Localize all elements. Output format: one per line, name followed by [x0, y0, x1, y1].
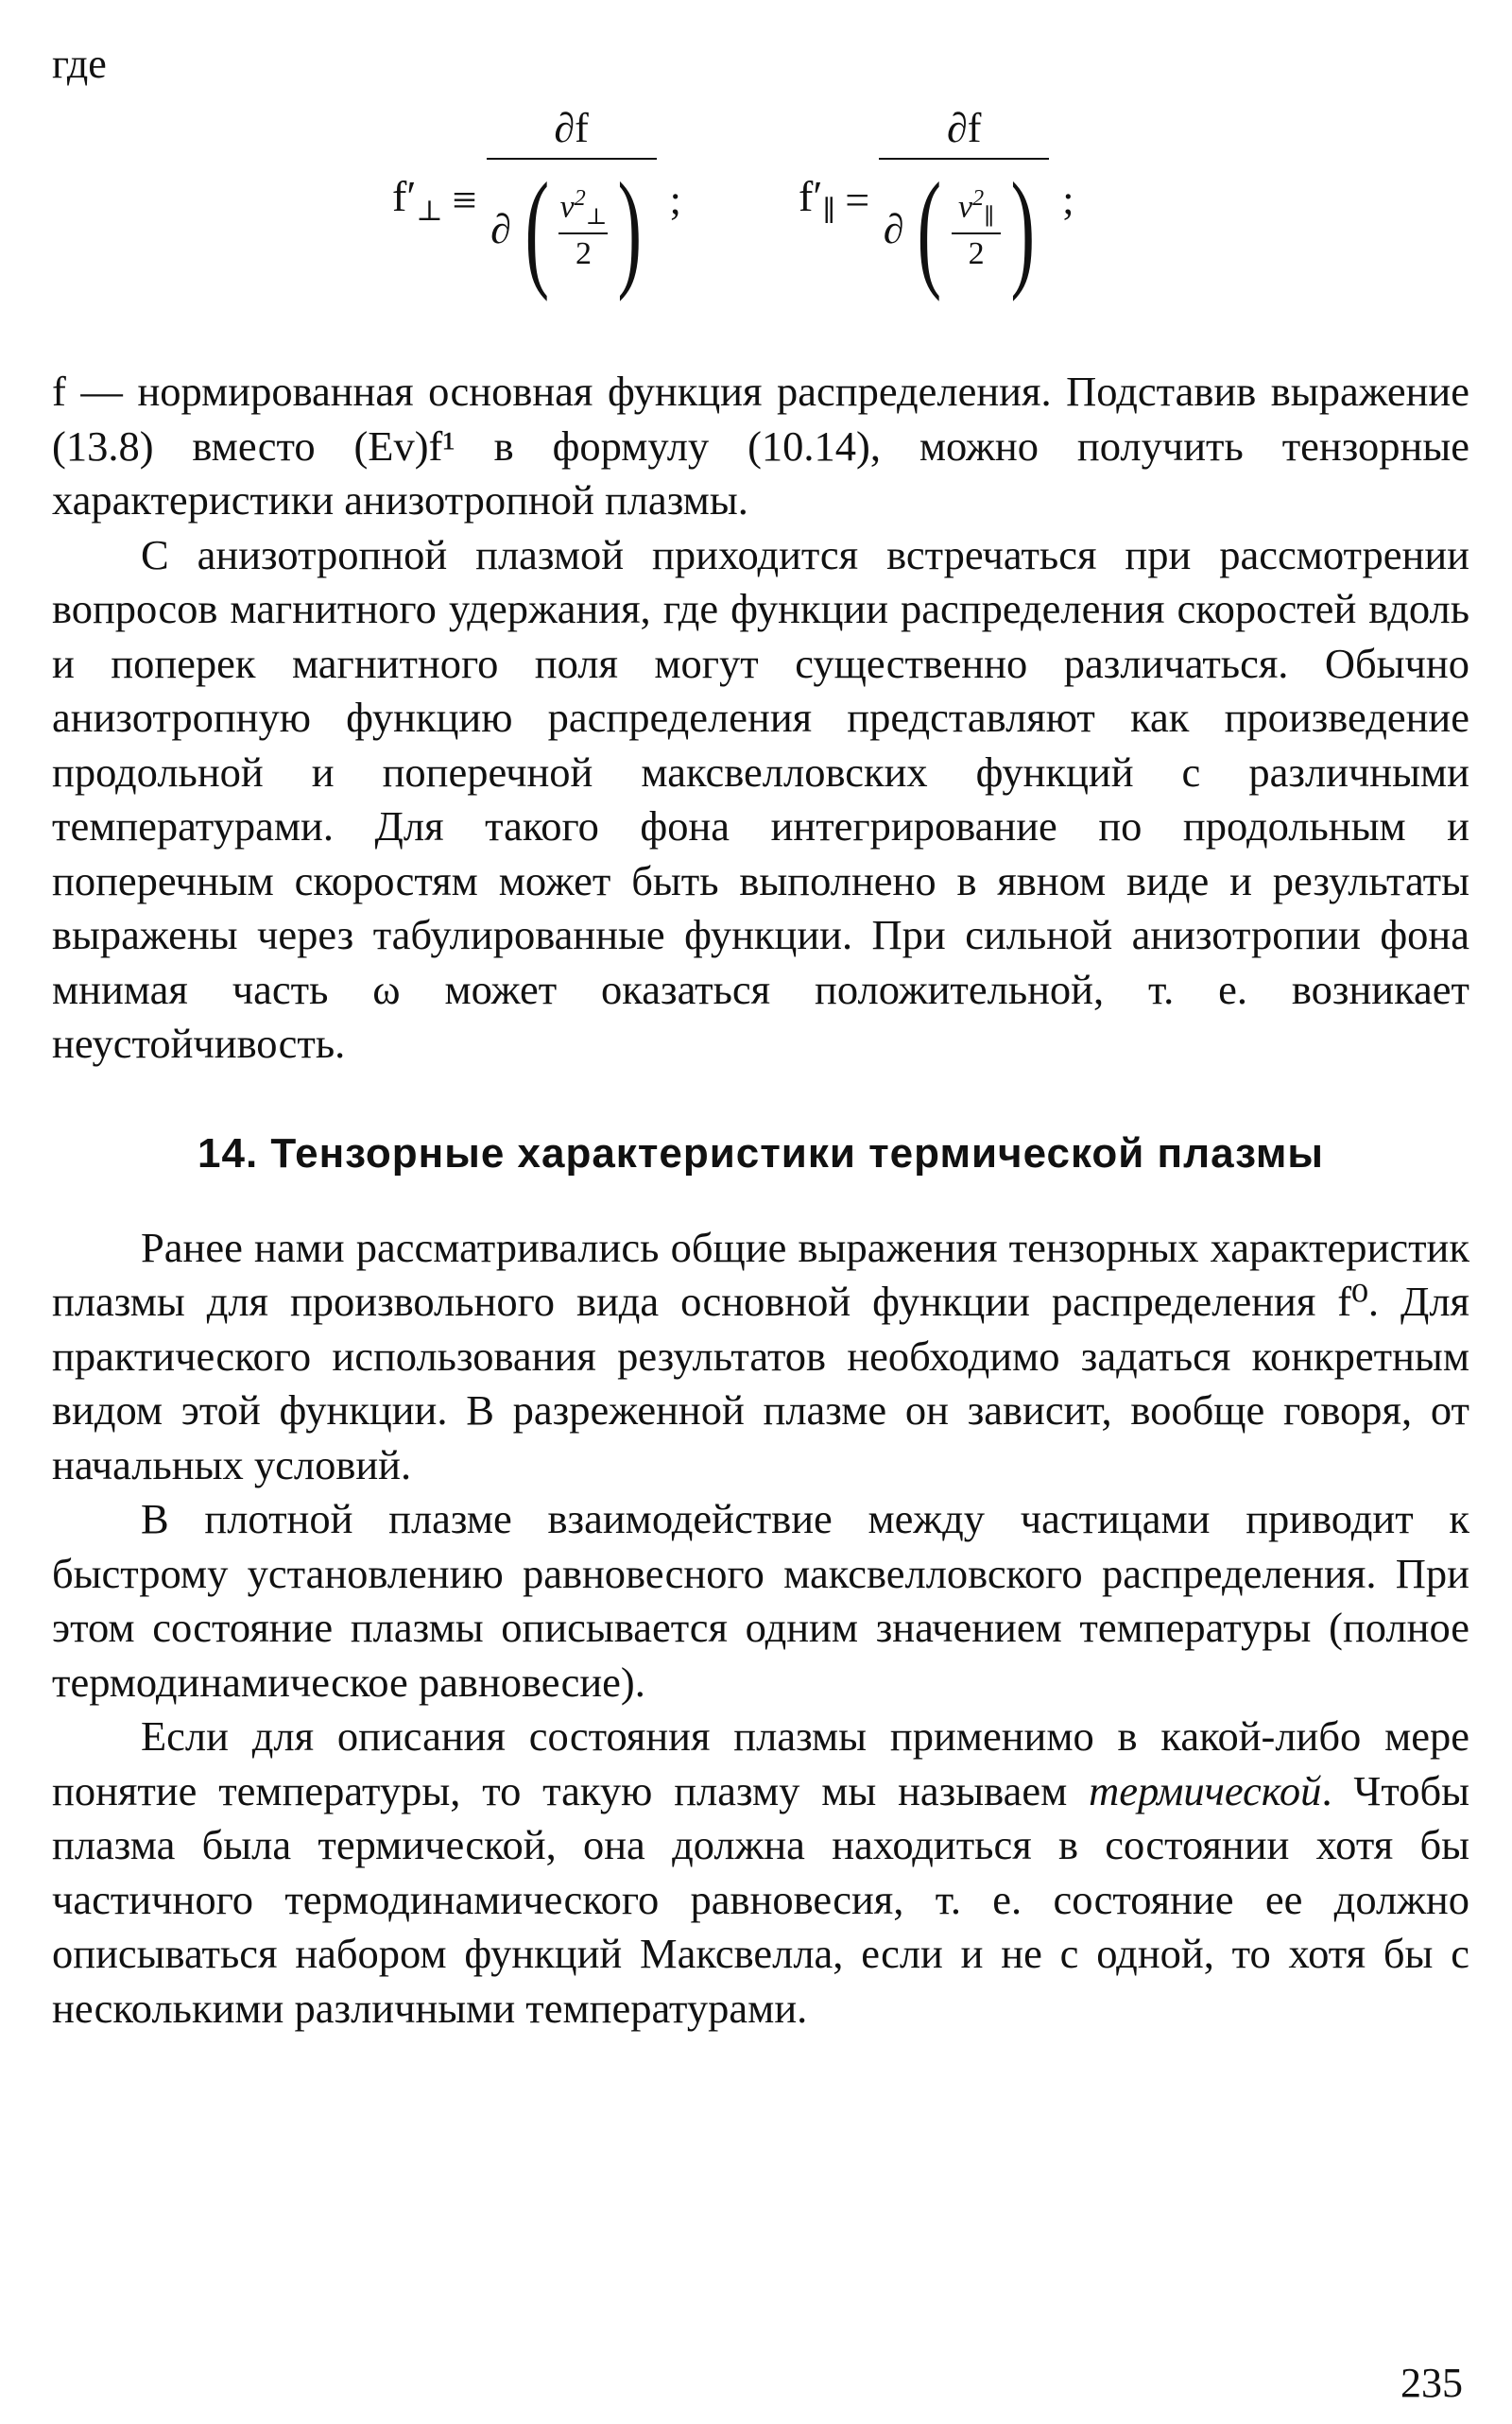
- page-number: 235: [1400, 2360, 1463, 2406]
- formula-perp-lhs: $f'_\perp$: [392, 171, 443, 228]
- formula-par-equals: =: [845, 175, 870, 224]
- formula-perp: [392, 91, 681, 308]
- formula-block: [52, 91, 1469, 365]
- inner-fraction: $\frac{v^2_\perp}{2}$: [559, 185, 608, 272]
- formula-par-numerator: ∂f: [947, 104, 982, 151]
- formula-par-lhs: $f'_\parallel$: [799, 171, 836, 228]
- page-content: [52, 38, 1469, 2036]
- formula-perp-denominator: ∂ ( $\frac{v^2_\perp}{2}$ ): [490, 155, 643, 302]
- inner-fraction: $\frac{v^2_\parallel}{2}$: [952, 186, 1001, 272]
- semicolon: ;: [1062, 176, 1074, 223]
- formula-par-fraction: [879, 104, 1049, 302]
- section-paragraph-3: Если для описания состояния плазмы применимо в какой-либо мере понятие температуры, то такую плазму мы называем термической. Чтобы плазма была термической, она должна находиться в состоянии хотя бы частичного термодинамического равновесия, т. е. состояние ее должно описываться набором функций Максвелла, если и не с одной, то хотя бы с несколькими различными температурами.: [52, 1712, 1469, 2032]
- semicolon: ;: [669, 176, 681, 223]
- formula-par: [799, 91, 1074, 308]
- where-label: где: [52, 41, 107, 87]
- formula-perp-fraction: [487, 104, 657, 302]
- paragraph-1: f — нормированная основная функция распределения. Подставив выражение (13.8) вместо (Ev)f¹ в формулу (10.14), можно получить тензорные характеристики анизотропной плазмы.: [52, 368, 1469, 524]
- formula-perp-equiv: ≡: [452, 175, 477, 224]
- formula-par-denominator: ∂ ( $\frac{v^2_\parallel}{2}$ ): [883, 155, 1036, 302]
- section-heading: 14. Тензорные характеристики термической плазмы: [198, 1129, 1324, 1177]
- section-paragraph-1: Ранее нами рассматривались общие выражения тензорных характеристик плазмы для произвольного вида основной функции распределения f⁰. Для практического использования результатов необходимо задаться конкретным видом этой функции. В разреженной плазме он зависит, вообще говоря, от начальных условий.: [52, 1223, 1469, 1488]
- italic-term: термической: [1089, 1766, 1322, 1814]
- section-paragraph-2: В плотной плазме взаимодействие между частицами приводит к быстрому установлению равновесного максвелловского распределения. При этом состояние плазмы описывается одним значением температуры (полное термодинамическое равновесие).: [52, 1495, 1469, 1706]
- formula-perp-numerator: ∂f: [554, 104, 589, 151]
- paragraph-2: С анизотропной плазмой приходится встречаться при рассмотрении вопросов магнитного удержания, где функции распределения скоростей вдоль и поперек магнитного поля могут существенно различаться. Обычно анизотропную функцию распределения представляют как произведение продольной и поперечной максвелловских функций с различными температурами. Для такого фона интегрирование по продольным и поперечным скоростям может быть выполнено в явном виде и результаты выражены через табулированные функции. При сильной анизотропии фона мнимая часть ω может оказаться положительной, т. е. возникает неустойчивость.: [52, 530, 1469, 1067]
